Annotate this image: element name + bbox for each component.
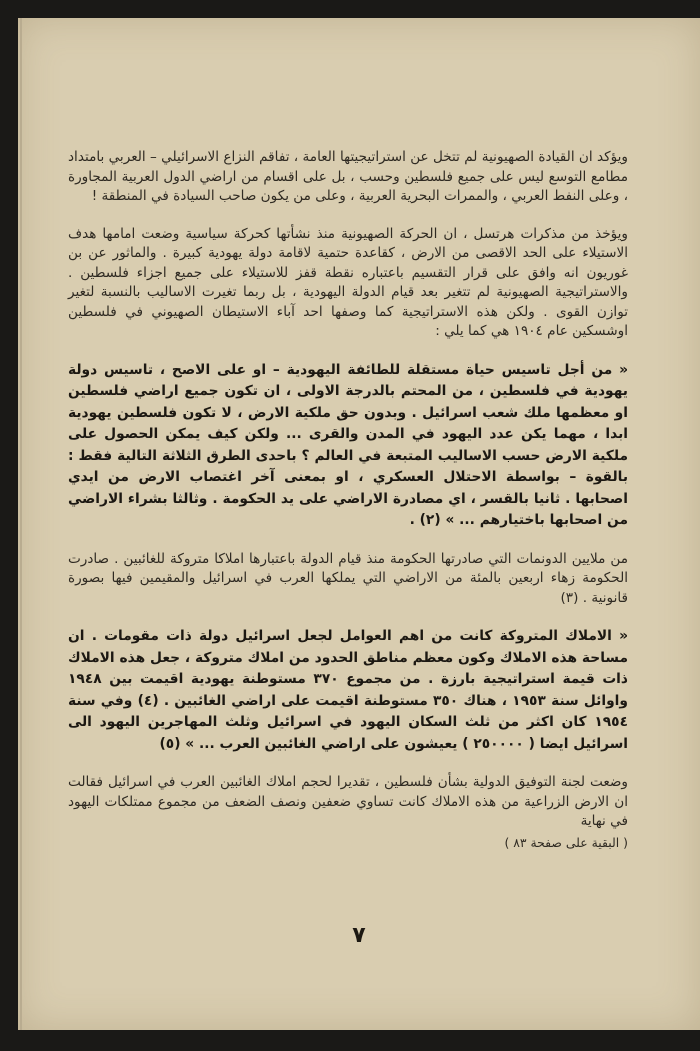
document-page [18,18,700,1030]
paragraph-2: ويؤخذ من مذكرات هرتسل ، ان الحركة الصهيونية منذ نشأتها كحركة سياسية وضعت امامها هدف الاستيلاء على الحد الاقصى من الارض ، كقاعدة حتمية لاقامة دولة يهودية كبيرة . والماثور عن بن غوريون انه وافق على قرار التقسيم باعتباره نقطة قفز للاستيلاء على جميع اجزاء فلسطين . والاستراتيجية الصهيونية لم تتغير بعد قيام الدولة اليهودية ، بل ربما تغيرت الاساليب بالنسبة لتغير توازن القوى . ولكن هذه الاستراتيجية كما وصفها احد آباء الاستيطان الصهيوني في فلسطين اوشسكين عام ١٩٠٤ هي كما يلي : [68,225,628,339]
paragraph-1: ويؤكد ان القيادة الصهيونية لم تتخل عن استراتيجيتها العامة ، تفاقم النزاع الاسرائيلي – العربي بامتداد مطامع التوسع ليس على جميع فلسطين وحسب ، بل على اقسام من اراضي الدول العربية المجاورة ، وعلى النفط العربي ، والممرات البحرية العربية ، وعلى من يكون صاحب السيادة في المنطقة ! [68,149,628,204]
paragraph-3: من ملايين الدونمات التي صادرتها الحكومة منذ قيام الدولة باعتبارها املاكا متروكة للغائبين . صادرت الحكومة زهاء اربعين بالمئة من الاراضي التي يملكها العرب في اسرائيل والمقيمين فيها بصورة قانونية . (٣) [68,550,628,606]
paragraph-4: وضعت لجنة التوفيق الدولية بشأن فلسطين ، تقديرا لحجم املاك الغائبين العرب في اسرائيل فقالت ان الارض الزراعية من هذه الاملاك كانت تساوي ضعفين ونصف الضعف من مجموع ممتلكات اليهود في نهاية [68,774,628,829]
quote-1: « من أجل تاسيس حياة مستقلة للطائفة اليهودية – او على الاصح ، تاسيس دولة يهودية في فلسطين ، من المحتم بالدرجة الاولى ، ان تكون جميع اراضي فلسطين او معظمها ملك شعب اسرائيل . وبدون حق ملكية الارض ، لا تكون فلسطين يهودية ابدا ، مهما يكن عدد اليهود في المدن والقرى ... ولكن كيف يمكن الحصول على ملكية الارض حسب الاساليب المتبعة في العالم ؟ باحدى الطرق الثلاثة التالية فقط : بالقوة – بواسطة الاحتلال العسكري ، او بمعنى آخر اغتصاب الارض من ايدي اصحابها . ثانيا بالقسر ، اي مصادرة الاراضي على يد الحكومة . وثالثا بشراء الاراضي من اصحابها باختيارهم ... » (٢) . [68,361,628,528]
continuation-note: ( البقية على صفحة ٨٣ ) [504,834,628,850]
quote-2: « الاملاك المتروكة كانت من اهم العوامل لجعل اسرائيل دولة ذات مقومات . ان مساحة هذه الاملاك وكون معظم مناطق الحدود من املاك متروكة ، جعل هذه الاملاك ذات قيمة استراتيجية بارزة . من مجموع ٣٧٠ مستوطنة يهودية اقيمت بين ١٩٤٨ واوائل سنة ١٩٥٣ ، هناك ٣٥٠ مستوطنة اقيمت على اراضي الغائبين . (٤) وفي سنة ١٩٥٤ كان اكثر من ثلث السكان اليهود في اسرائيل وثلث المهاجرين اليهود الى اسرائيل ايضا ( ٢٥٠٠٠٠ ) يعيشون على اراضي الغائبين العرب ... » (٥) [68,628,628,752]
page-number: ٧ [352,923,366,948]
page-edge [20,18,22,1030]
body-text [68,148,628,861]
